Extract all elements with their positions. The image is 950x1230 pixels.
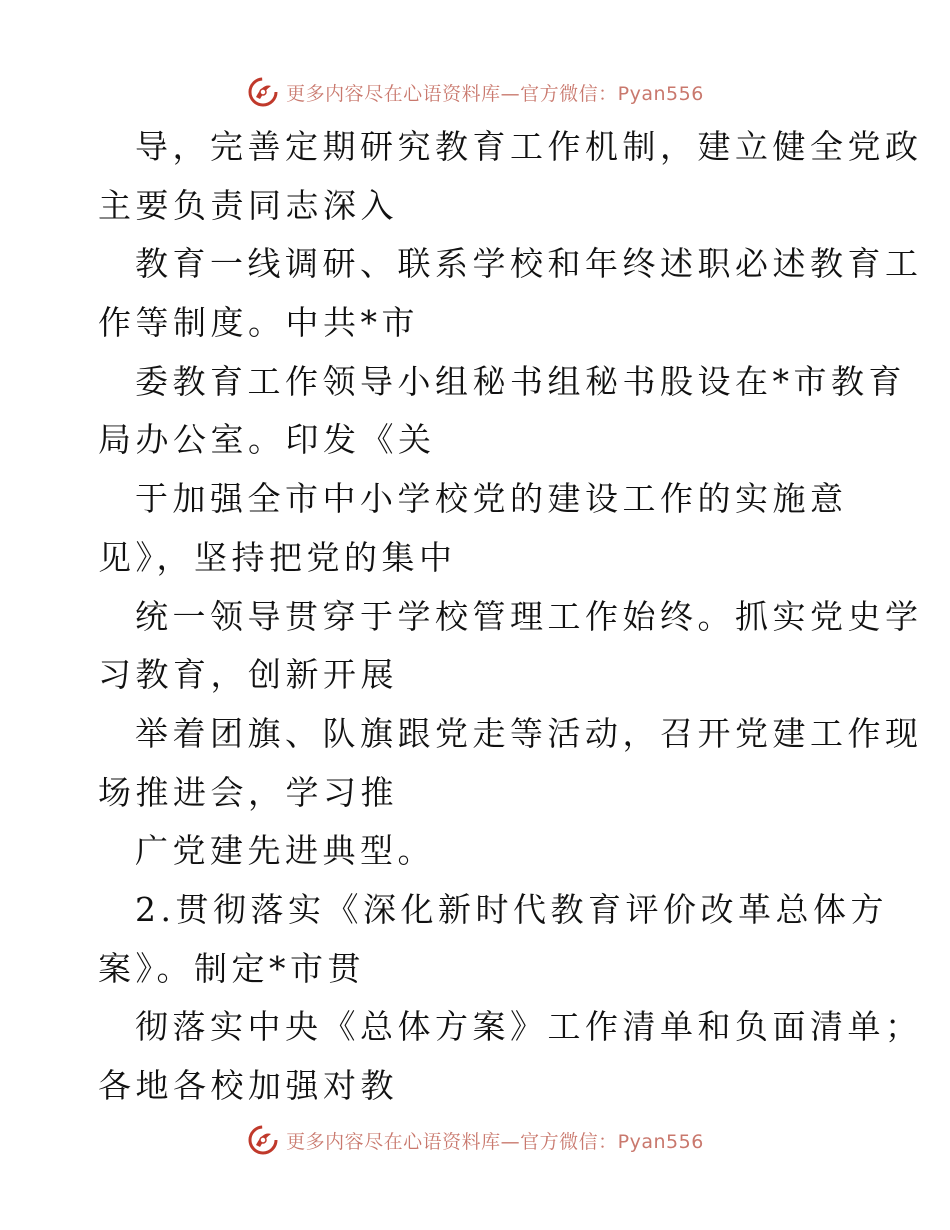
- document-body: [98, 118, 923, 1116]
- text-line: 各地各校加强对教: [98, 1066, 398, 1105]
- header-banner: [0, 72, 950, 112]
- text-line: 主要负责同志深入: [98, 185, 398, 225]
- brush-seal-icon: [246, 75, 280, 109]
- header-banner-text: 更多内容尽在心语资料库—官方微信：Pyan556: [286, 82, 704, 105]
- text-line: 举着团旗、队旗跟党走等活动，召开党建工作现: [135, 713, 923, 753]
- text-line: 教育一线调研、联系学校和年终述职必述教育工: [135, 244, 923, 284]
- text-line: 统一领导贯穿于学校管理工作始终。抓实党史学: [135, 596, 923, 636]
- footer-banner-text: 更多内容尽在心语资料库—官方微信：Pyan556: [286, 1130, 704, 1153]
- text-line: 委教育工作领导小组秘书组秘书股设在*市教育: [135, 361, 906, 401]
- text-line: 作等制度。中共*市: [98, 303, 419, 343]
- text-line: 彻落实中央《总体方案》工作清单和负面清单；: [135, 1007, 923, 1047]
- text-line: 于加强全市中小学校党的建设工作的实施意: [135, 479, 848, 519]
- text-line: 案》。制定*市贯: [98, 948, 365, 988]
- text-line: 广党建先进典型。: [135, 831, 435, 871]
- footer-banner: [0, 1120, 950, 1160]
- text-line: 2.贯彻落实《深化新时代教育评价改革总体方: [135, 889, 888, 929]
- text-line: 导，完善定期研究教育工作机制，建立健全党政: [135, 127, 923, 166]
- text-line: 见》，坚持把党的集中: [98, 537, 457, 577]
- brush-seal-icon: [246, 1123, 280, 1157]
- text-line: 场推进会，学习推: [98, 772, 398, 812]
- text-line: 习教育，创新开展: [98, 655, 398, 695]
- text-line: 局办公室。印发《关: [98, 420, 436, 460]
